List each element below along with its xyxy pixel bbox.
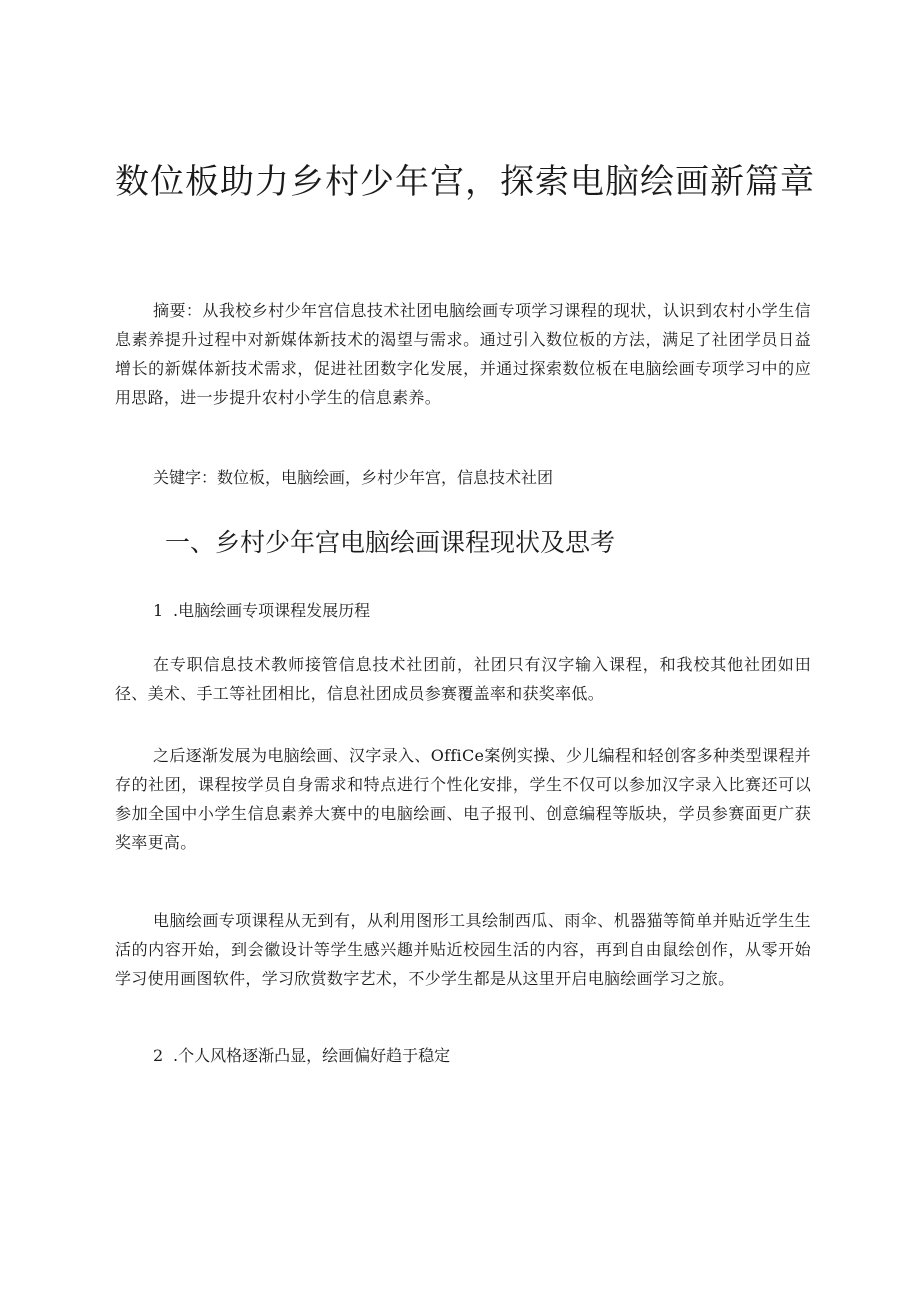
subsection-title: .个人风格逐渐凸显，绘画偏好趋于稳定: [173, 1046, 451, 1065]
subsection-heading-2: [153, 1041, 450, 1070]
body-paragraph: 在专职信息技术教师接管信息技术社团前，社团只有汉字输入课程，和我校其他社团如田径、美术、手工等社团相比，信息社团成员参赛覆盖率和获奖率低。: [115, 655, 811, 703]
subsection-heading-1: [153, 596, 370, 625]
subsection-number: 1: [153, 601, 164, 620]
subsection-title: .电脑绘画专项课程发展历程: [173, 601, 371, 620]
subsection-number: 2: [153, 1046, 164, 1065]
keywords-line: 关键字：数位板，电脑绘画，乡村少年宫，信息技术社团: [153, 468, 554, 487]
abstract-paragraph: 摘要：从我校乡村少年宫信息技术社团电脑绘画专项学习课程的现状，认识到农村小学生信息素养提升过程中对新媒体新技术的渴望与需求。通过引入数位板的方法，满足了社团学员日益增长的新媒体新技术需求，促进社团数字化发展，并通过探索数位板在电脑绘画专项学习中的应用思路，进一步提升农村小学生的信息素养。: [115, 301, 811, 407]
body-paragraph: 电脑绘画专项课程从无到有，从利用图形工具绘制西瓜、雨伞、机器猫等简单并贴近学生生活的内容开始，到会徽设计等学生感兴趣并贴近校园生活的内容，再到自由鼠绘创作，从零开始学习使用画图软件，学习欣赏数字艺术，不少学生都是从这里开启电脑绘画学习之旅。: [115, 911, 811, 988]
document-title: 数位板助力乡村少年宫，探索电脑绘画新篇章: [115, 162, 815, 202]
body-paragraph: 之后逐渐发展为电脑绘画、汉字录入、OffiCe案例实操、少儿编程和轻创客多种类型课程并存的社团，课程按学员自身需求和特点进行个性化安排，学生不仅可以参加汉字录入比赛还可以参加全国中小学生信息素养大赛中的电脑绘画、电子报刊、创意编程等版块，学员参赛面更广获奖率更高。: [115, 746, 811, 852]
section-heading-1: 一、乡村少年宫电脑绘画课程现状及思考: [165, 528, 616, 557]
